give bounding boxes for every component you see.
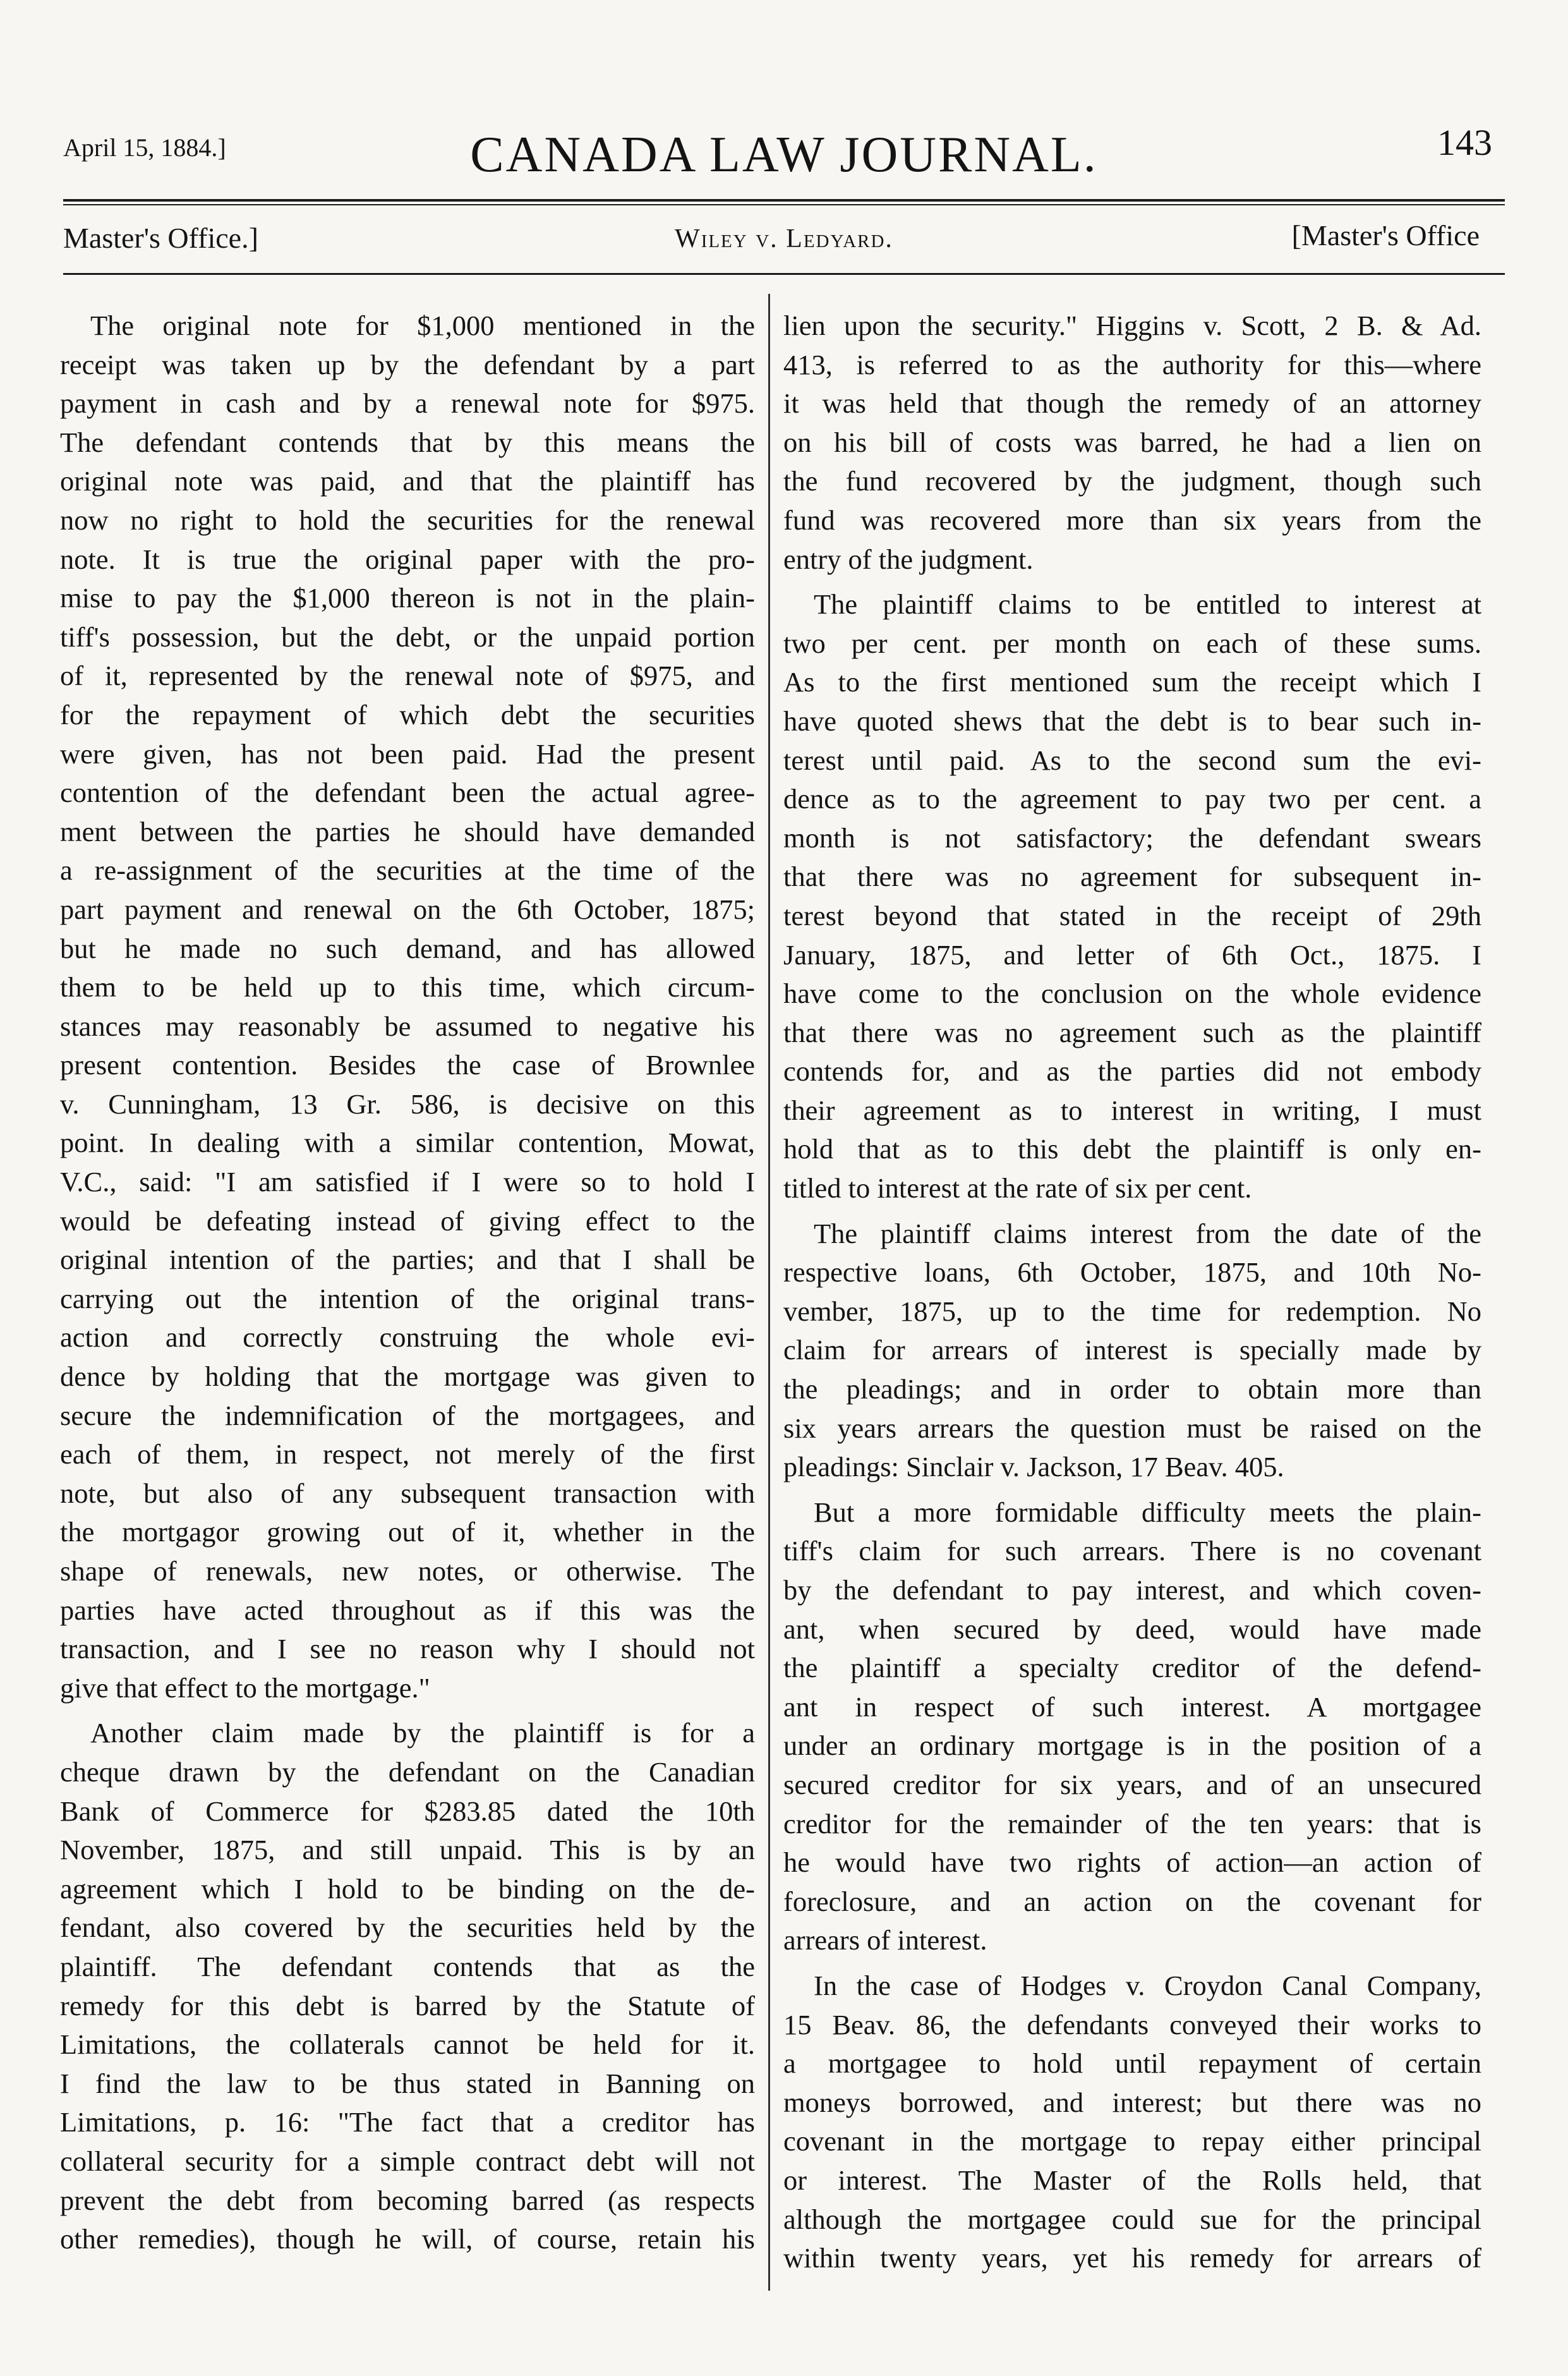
text-line: were given, has not been paid. Had the present bbox=[60, 737, 755, 770]
text-line: mise to pay the $1,000 thereon is not in the plain- bbox=[60, 582, 755, 614]
text-line: stances may reasonably be assumed to negative his bbox=[60, 1010, 755, 1042]
text-line: covenant in the mortgage to repay either principal bbox=[783, 2125, 1481, 2157]
text-line: them to be held up to this time, which circum- bbox=[60, 971, 755, 1003]
text-line: Limitations, the collaterals cannot be held for it. bbox=[60, 2028, 755, 2061]
text-line: but he made no such demand, and has allowed bbox=[60, 932, 755, 964]
text-line: on his bill of costs was barred, he had a lien on bbox=[783, 426, 1481, 458]
text-line: original note was paid, and that the plaintiff has bbox=[60, 465, 755, 497]
text-line: contends for, and as the parties did not embody bbox=[783, 1055, 1481, 1088]
text-line: point. In dealing with a similar contention, Mowat, bbox=[60, 1127, 755, 1159]
text-line: part payment and renewal on the 6th October, 1875; bbox=[60, 893, 755, 925]
text-line: Bank of Commerce for $283.85 dated the 10th bbox=[60, 1795, 755, 1827]
header-rule-top bbox=[63, 199, 1505, 202]
text-line: prevent the debt from becoming barred (as respects bbox=[60, 2184, 755, 2216]
text-line: the mortgagor growing out of it, whether in the bbox=[60, 1516, 755, 1548]
text-line: carrying out the intention of the original trans- bbox=[60, 1282, 755, 1314]
text-line: I find the law to be thus stated in Banning on bbox=[60, 2067, 755, 2099]
text-line: November, 1875, and still unpaid. This is by an bbox=[60, 1834, 755, 1866]
text-line: a mortgagee to hold until repayment of certain bbox=[783, 2047, 1481, 2080]
issue-date: April 15, 1884.] bbox=[63, 133, 226, 162]
text-line: that there was no agreement such as the plaintiff bbox=[783, 1016, 1481, 1048]
case-title: Wiley v. Ledyard. bbox=[675, 224, 893, 253]
text-line: dence as to the agreement to pay two per cent. a bbox=[783, 783, 1481, 815]
text-line: for the repayment of which debt the securities bbox=[60, 698, 755, 730]
text-line: titled to interest at the rate of six per cent. bbox=[783, 1172, 1252, 1204]
text-line: parties have acted throughout as if this was the bbox=[60, 1594, 755, 1626]
text-line: January, 1875, and letter of 6th Oct., 1875. I bbox=[783, 938, 1481, 971]
text-line: V.C., said: "I am satisfied if I were so to hold I bbox=[60, 1166, 755, 1198]
text-line: The original note for $1,000 mentioned in the bbox=[90, 310, 755, 341]
journal-title: CANADA LAW JOURNAL. bbox=[470, 127, 1098, 183]
text-line: the plaintiff a specialty creditor of the defend- bbox=[783, 1652, 1481, 1684]
text-line: or interest. The Master of the Rolls held, that bbox=[783, 2164, 1481, 2196]
text-line: arrears of interest. bbox=[783, 1924, 987, 1956]
text-line: tiff's possession, but the debt, or the unpaid portion bbox=[60, 621, 755, 653]
text-line: As to the first mentioned sum the receipt which I bbox=[783, 666, 1481, 698]
text-line: tiff's claim for such arrears. There is no covenant bbox=[783, 1535, 1481, 1567]
text-line: The plaintiff claims to be entitled to interest at bbox=[814, 588, 1481, 621]
text-line: their agreement as to interest in writing, I must bbox=[783, 1094, 1481, 1126]
text-line: The plaintiff claims interest from the date of the bbox=[814, 1217, 1481, 1249]
text-line: transaction, and I see no reason why I should not bbox=[60, 1633, 755, 1665]
text-line: dence by holding that the mortgage was given to bbox=[60, 1361, 755, 1393]
page-number: 143 bbox=[1437, 122, 1492, 163]
left-column bbox=[60, 306, 755, 2278]
text-line: a re-assignment of the securities at the time of the bbox=[60, 854, 755, 887]
text-line: fendant, also covered by the securities held by the bbox=[60, 1912, 755, 1944]
text-line: he would have two rights of action—an action of bbox=[783, 1846, 1481, 1879]
column-divider bbox=[768, 294, 770, 2291]
text-line: moneys borrowed, and interest; but there was no bbox=[783, 2086, 1481, 2118]
text-line: claim for arrears of interest is specially made by bbox=[783, 1334, 1481, 1366]
text-line: receipt was taken up by the defendant by a part bbox=[60, 348, 755, 380]
text-line: original intention of the parties; and that I shall be bbox=[60, 1244, 755, 1276]
text-line: month is not satisfactory; the defendant swears bbox=[783, 821, 1481, 854]
text-line: 413, is referred to as the authority for this—where bbox=[783, 348, 1481, 380]
header-rule-bottom bbox=[63, 204, 1505, 205]
text-line: hold that as to this debt the plaintiff is only en- bbox=[783, 1133, 1481, 1165]
text-line: vember, 1875, up to the time for redemption. No bbox=[783, 1295, 1481, 1327]
text-line: six years arrears the question must be raised on the bbox=[783, 1412, 1481, 1444]
text-line: ant in respect of such interest. A mortgagee bbox=[783, 1690, 1481, 1723]
text-line: secured creditor for six years, and of an unsecured bbox=[783, 1768, 1481, 1800]
text-line: ment between the parties he should have demanded bbox=[60, 815, 755, 847]
text-line: of it, represented by the renewal note of $975, and bbox=[60, 660, 755, 692]
text-line: ant, when secured by deed, would have made bbox=[783, 1613, 1481, 1645]
text-line: pleadings: Sinclair v. Jackson, 17 Beav. 405. bbox=[783, 1451, 1284, 1483]
text-line: present contention. Besides the case of Brownlee bbox=[60, 1049, 755, 1081]
text-line: have come to the conclusion on the whole evidence bbox=[783, 978, 1481, 1010]
text-line: each of them, in respect, not merely of the first bbox=[60, 1438, 755, 1470]
text-line: collateral security for a simple contract debt will not bbox=[60, 2145, 755, 2177]
text-line: by the defendant to pay interest, and which coven- bbox=[783, 1574, 1481, 1606]
text-line: v. Cunningham, 13 Gr. 586, is decisive on this bbox=[60, 1088, 755, 1120]
subheader-rule bbox=[63, 273, 1505, 275]
text-line: would be defeating instead of giving effect to the bbox=[60, 1204, 755, 1237]
text-line: plaintiff. The defendant contends that as the bbox=[60, 1950, 755, 1982]
text-line: that there was no agreement for subsequent in- bbox=[783, 861, 1481, 893]
text-line: give that effect to the mortgage." bbox=[60, 1671, 430, 1704]
text-line: terest beyond that stated in the receipt of 29th bbox=[783, 899, 1481, 931]
text-line: under an ordinary mortgage is in the position of a bbox=[783, 1730, 1481, 1762]
text-line: The defendant contends that by this means the bbox=[60, 426, 755, 458]
text-line: it was held that though the remedy of an attorney bbox=[783, 387, 1481, 420]
text-line: respective loans, 6th October, 1875, and 10th No- bbox=[783, 1256, 1481, 1288]
text-line: two per cent. per month on each of these sums. bbox=[783, 627, 1481, 659]
text-line: secure the indemnification of the mortgagees, and bbox=[60, 1399, 755, 1431]
section-label-right: [Master's Office bbox=[1291, 219, 1480, 252]
text-line: now no right to hold the securities for the renewal bbox=[60, 504, 755, 536]
text-line: within twenty years, yet his remedy for arrears of bbox=[783, 2242, 1481, 2274]
text-line: the pleadings; and in order to obtain more than bbox=[783, 1373, 1481, 1405]
text-line: creditor for the remainder of the ten years: that is bbox=[783, 1807, 1481, 1840]
text-line: other remedies), though he will, of course, retain his bbox=[60, 2223, 755, 2255]
text-line: payment in cash and by a renewal note for $975. bbox=[60, 387, 755, 420]
section-label-left: Master's Office.] bbox=[63, 222, 258, 254]
text-line: shape of renewals, new notes, or otherwise. The bbox=[60, 1555, 755, 1587]
text-line: agreement which I hold to be binding on the de- bbox=[60, 1872, 755, 1905]
text-line: In the case of Hodges v. Croydon Canal Company, bbox=[814, 1969, 1481, 2001]
text-line: contention of the defendant been the actual agree- bbox=[60, 777, 755, 809]
text-line: cheque drawn by the defendant on the Canadian bbox=[60, 1755, 755, 1788]
page-header bbox=[63, 120, 1505, 190]
text-line: note, but also of any subsequent transaction with bbox=[60, 1477, 755, 1509]
text-line: entry of the judgment. bbox=[783, 543, 1034, 575]
right-column bbox=[783, 306, 1481, 2278]
text-line: foreclosure, and an action on the covenant for bbox=[783, 1885, 1481, 1917]
text-line: Another claim made by the plaintiff is for a bbox=[90, 1717, 755, 1749]
text-line: action and correctly construing the whole evi- bbox=[60, 1321, 755, 1354]
text-line: fund was recovered more than six years from the bbox=[783, 504, 1481, 536]
text-line: Limitations, p. 16: "The fact that a creditor has bbox=[60, 2106, 755, 2138]
text-line: 15 Beav. 86, the defendants conveyed their works to bbox=[783, 2008, 1481, 2040]
text-line: have quoted shews that the debt is to bear such in- bbox=[783, 705, 1481, 737]
running-head bbox=[63, 215, 1505, 265]
text-line: lien upon the security." Higgins v. Scott, 2 B. & Ad. bbox=[783, 310, 1481, 341]
text-line: although the mortgagee could sue for the principal bbox=[783, 2203, 1481, 2235]
text-line: terest until paid. As to the second sum the evi- bbox=[783, 744, 1481, 776]
text-line: But a more formidable difficulty meets the plain- bbox=[814, 1496, 1481, 1528]
text-line: remedy for this debt is barred by the Statute of bbox=[60, 1989, 755, 2021]
text-line: the fund recovered by the judgment, though such bbox=[783, 465, 1481, 497]
text-line: note. It is true the original paper with the pro- bbox=[60, 543, 755, 575]
